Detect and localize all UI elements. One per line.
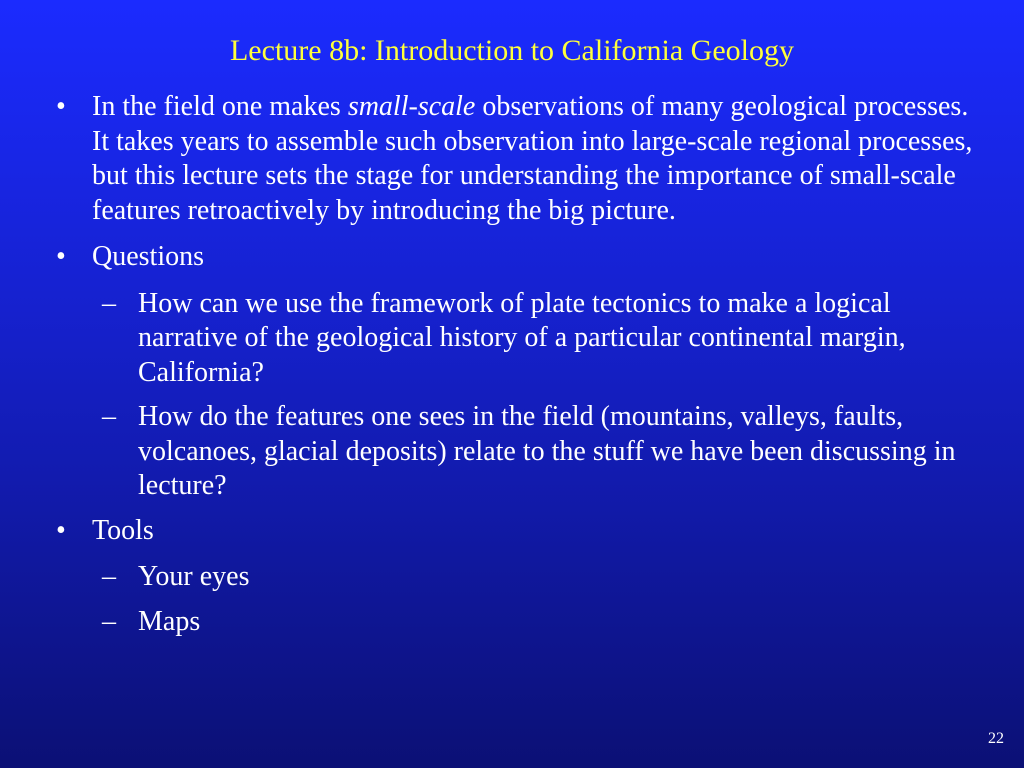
slide-content [52, 90, 982, 649]
sub-bullet-marker: – [102, 561, 116, 592]
bullet-marker: • [56, 91, 66, 122]
bullet-text-after: observations of many geological processes. It takes years to assemble such observation into large-scale regional processes, but this lecture sets the stage for understanding the importance of small-scale features retroactively by introducing the big picture. [92, 91, 973, 226]
slide-title: Lecture 8b: Introduction to California Geology [229, 34, 794, 67]
bullet-text-tools: Tools [92, 514, 154, 546]
sub-item-text: How can we use the framework of plate tectonics to make a logical narrative of the geological history of a particular continental margin, California? [138, 287, 906, 388]
bullet-text-before: In the field one makes [92, 91, 348, 122]
bullet-item-tools [52, 514, 982, 549]
sub-item-maps [52, 605, 982, 640]
sub-item-text: Your eyes [138, 561, 250, 592]
bullet-text-italic: small-scale [347, 91, 476, 122]
sub-bullet-marker: – [102, 287, 116, 319]
sub-item-your-eyes [52, 560, 982, 595]
bullet-item-questions [52, 240, 982, 275]
bullet-item-field-observations [52, 90, 982, 228]
sub-bullet-marker: – [102, 401, 116, 432]
sub-bullet-marker: – [102, 605, 116, 637]
page-number: 22 [988, 730, 1004, 747]
sub-item-text: Maps [138, 605, 201, 637]
bullet-text-questions: Questions [92, 241, 204, 272]
sub-item-field-features-question [52, 400, 982, 504]
bullet-marker: • [56, 514, 66, 546]
sub-item-plate-tectonics-question [52, 287, 982, 391]
bullet-marker: • [56, 241, 66, 272]
sub-item-text: How do the features one sees in the field (mountains, valleys, faults, volcanoes, glacial deposits) relate to the stuff we have been discussing in lecture? [138, 401, 956, 501]
